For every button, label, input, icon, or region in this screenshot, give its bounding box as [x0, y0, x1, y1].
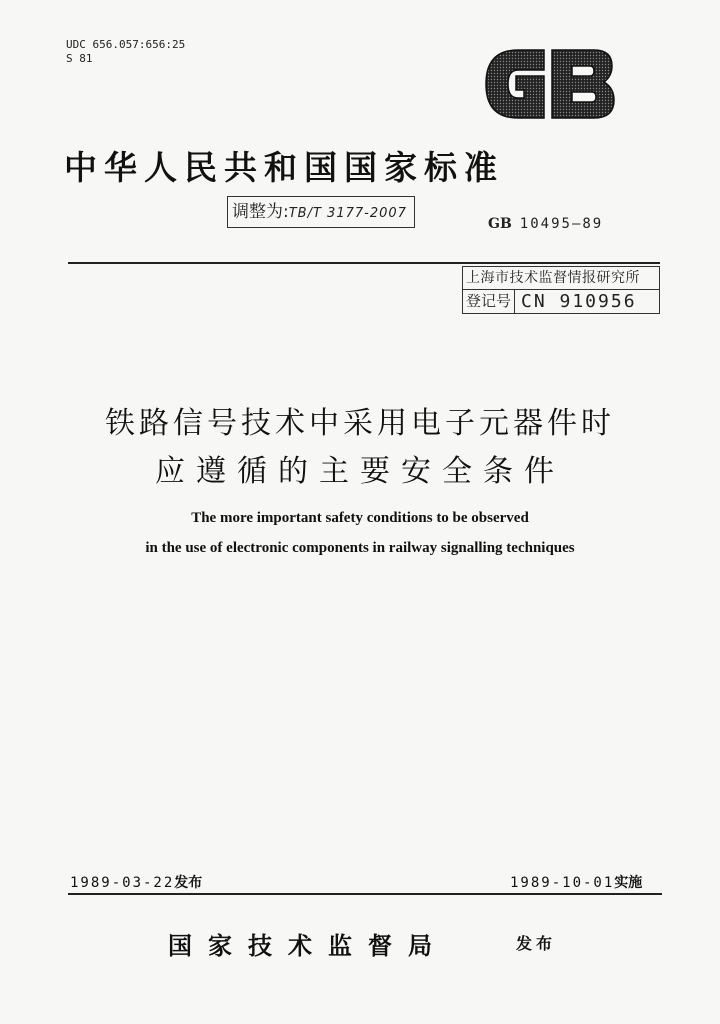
issue-date-value: 1989-03-22 — [70, 875, 175, 891]
publish-label: 发布 — [516, 934, 557, 953]
adjustment-note — [227, 196, 415, 228]
registration-stamp — [462, 266, 660, 314]
stamp-registration-row — [463, 290, 659, 313]
class-line: S 81 — [66, 52, 93, 65]
title-en-line2: in the use of electronic components in railway signalling techniques — [145, 540, 575, 556]
header-divider — [68, 262, 660, 264]
issue-date-label: 发布 — [174, 875, 203, 891]
standard-code — [488, 216, 603, 232]
issuing-authority: 国家技术监督局 — [168, 931, 448, 960]
effective-date-value: 1989-10-01 — [510, 875, 615, 891]
title-cn-line1: 铁路信号技术中采用电子元器件时 — [105, 406, 615, 441]
standard-number: 10495—89 — [519, 216, 604, 232]
main-title: 中华人民共和国国家标准 — [64, 148, 504, 187]
title-cn-line2: 应遵循的主要安全条件 — [155, 454, 565, 489]
adjustment-value: TB/T 3177-2007 — [288, 206, 407, 221]
stamp-reg-number: CN 910956 — [521, 291, 637, 312]
footer-divider — [68, 893, 662, 895]
standard-prefix: GB — [488, 216, 512, 232]
udc-classification — [66, 38, 185, 66]
adjustment-label: 调整为: — [232, 202, 289, 222]
effective-date-label: 实施 — [614, 875, 643, 891]
title-en-line1: The more important safety conditions to be observed — [191, 510, 529, 526]
udc-line: UDC 656.057:656:25 — [66, 38, 186, 51]
issue-date — [70, 872, 202, 892]
stamp-reg-label: 登记号 — [463, 290, 515, 313]
gb-logo-icon — [478, 42, 620, 126]
stamp-institute: 上海市技术监督情报研究所 — [463, 267, 659, 290]
effective-date — [510, 872, 642, 892]
